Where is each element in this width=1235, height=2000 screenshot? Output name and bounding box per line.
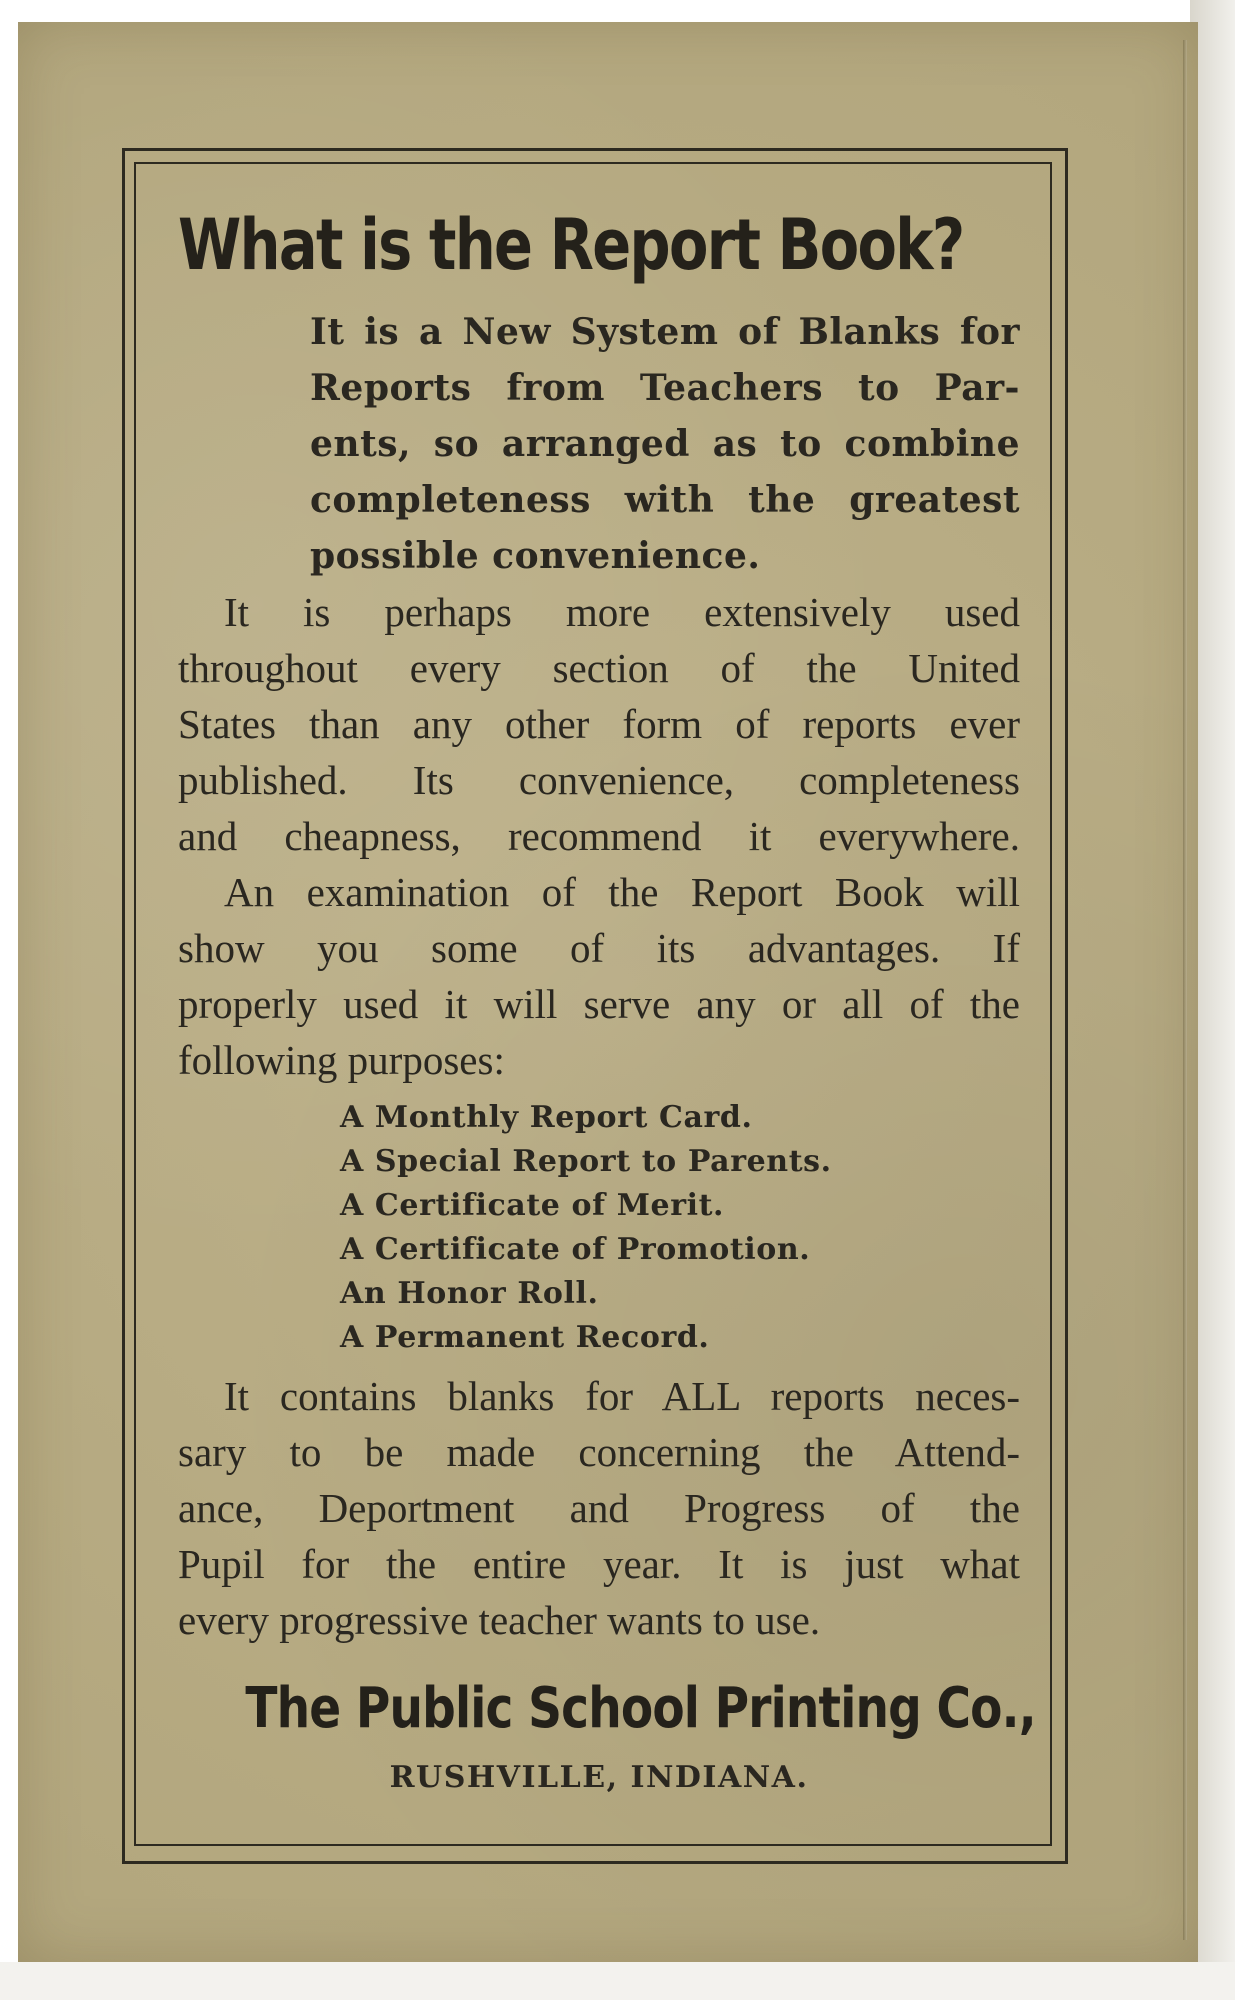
intro-line: ents, so arranged as to combine — [310, 423, 1020, 465]
paragraph-line: every progressive teacher wants to use. — [178, 1597, 821, 1643]
paragraph-line: throughout every section of the United — [178, 645, 1020, 691]
paragraph-line: Pupil for the entire year. It is just what — [178, 1541, 1020, 1587]
paragraph-usage — [178, 584, 1020, 864]
purpose-item: A Special Report to Parents. — [340, 1144, 832, 1179]
purpose-item: A Certificate of Merit. — [340, 1188, 725, 1223]
publisher-location: RUSHVILLE, INDIANA. — [389, 1760, 809, 1795]
paragraph-line: show you some of its advantages. If — [178, 925, 1020, 971]
page-title: What is the Report Book? — [178, 204, 964, 286]
paragraph-line: It contains blanks for ALL reports neces- — [224, 1373, 1020, 1419]
paragraph-blanks — [178, 1368, 1020, 1648]
paragraph-line: following purposes: — [178, 1037, 505, 1083]
background-bottom — [0, 1962, 1235, 2000]
intro-line: Reports from Teachers to Par- — [310, 367, 1020, 409]
paragraph-line: It is perhaps more extensively used — [224, 589, 1020, 635]
intro-line: It is a New System of Blanks for — [310, 311, 1020, 353]
paragraph-line: ance, Deportment and Progress of the — [178, 1485, 1020, 1531]
intro-paragraph — [178, 304, 1020, 584]
purpose-item: A Permanent Record. — [340, 1320, 710, 1355]
paragraph-line: An examination of the Report Book will — [224, 869, 1020, 915]
paragraph-line: and cheapness, recommend it everywhere. — [178, 813, 1020, 859]
purpose-item: A Monthly Report Card. — [340, 1100, 753, 1135]
page-fold — [1183, 40, 1187, 1940]
paragraph-examination — [178, 864, 1020, 1088]
purpose-item: A Certificate of Promotion. — [340, 1232, 811, 1267]
publisher-name: The Public School Printing Co., — [245, 1676, 1036, 1741]
intro-line: completeness with the greatest — [310, 479, 1020, 521]
paragraph-line: States than any other form of reports ever — [178, 701, 1020, 747]
paragraph-line: published. Its convenience, completeness — [178, 757, 1020, 803]
purposes-list — [340, 1096, 1020, 1360]
document-content — [178, 200, 1036, 1798]
purpose-item: An Honor Roll. — [340, 1276, 599, 1311]
paragraph-line: properly used it will serve any or all of the — [178, 981, 1020, 1027]
intro-line: possible convenience. — [310, 535, 761, 577]
paragraph-line: sary to be made concerning the Attend- — [178, 1429, 1020, 1475]
